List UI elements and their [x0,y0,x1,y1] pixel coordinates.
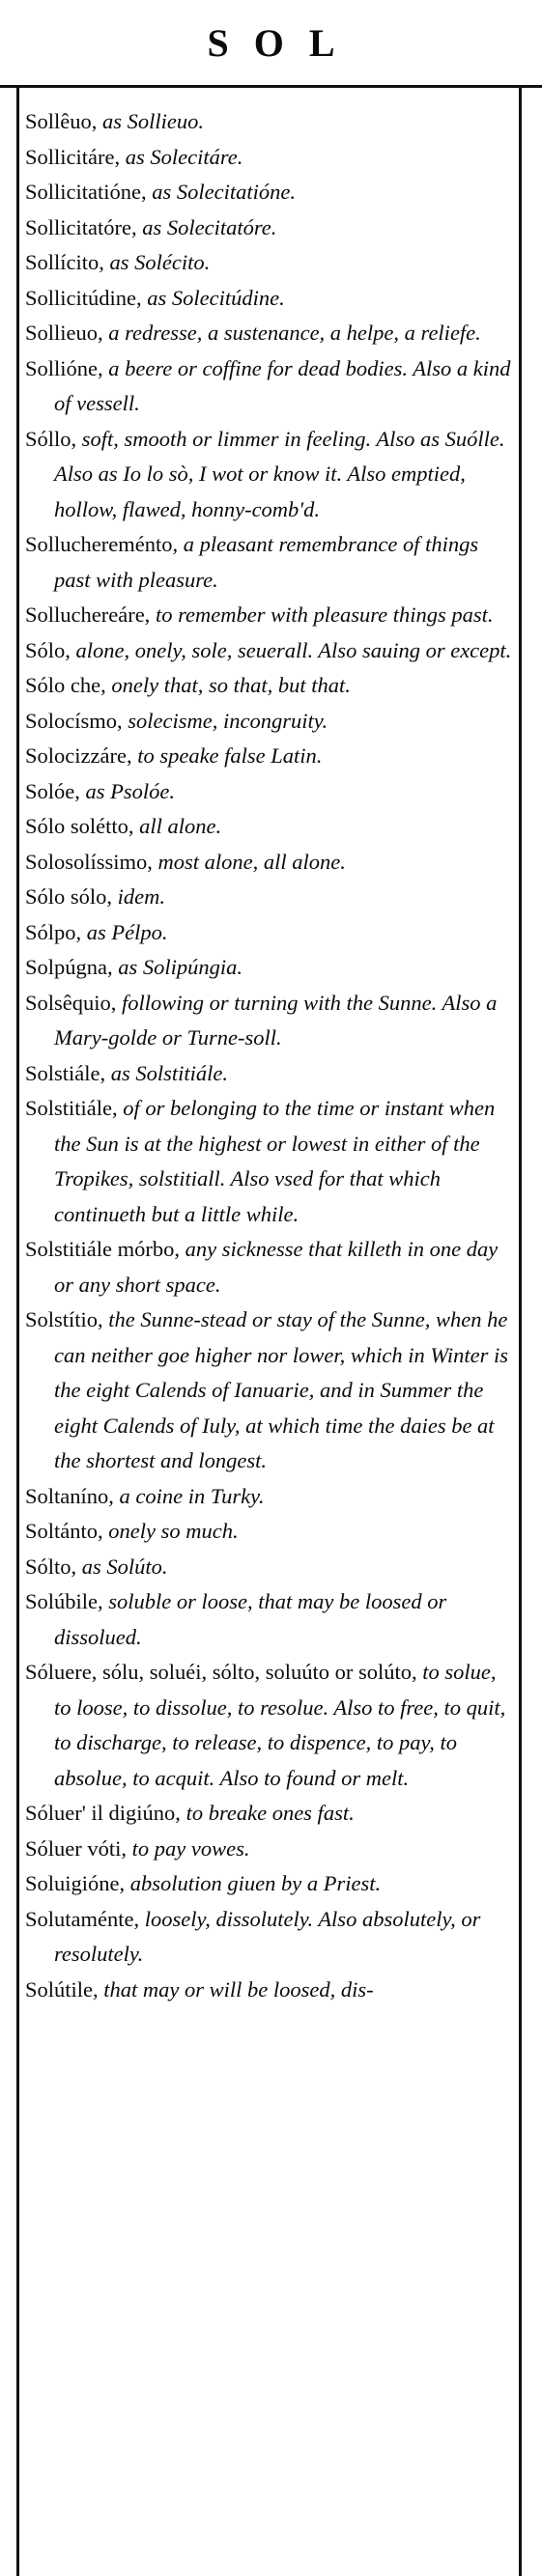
entry-headword: Sollicitatóre, [25,214,137,239]
entry-headword: Sollicitúdine, [25,285,142,310]
entry-definition: alone, onely, sole, seuerall. Also sauing or except. [70,637,512,662]
entry-definition: idem. [112,884,166,909]
dictionary-entry [25,1655,514,1796]
entry-definition: as Solécito. [103,250,211,274]
entry-definition: that may or will be loosed, dis- [98,1976,374,2002]
dictionary-entry [25,704,514,740]
entry-definition: a pleasant remembrance of things past with pleasure. [54,532,479,592]
page-header: SOL [207,21,360,65]
entry-definition: as Solecitáre. [120,144,243,169]
dictionary-entry [25,175,514,210]
entry-definition: soft, smooth or limmer in feeling. Also as Suólle. Also as Io lo sò, I wot or know it. Also emptied, hollow, flawed, honny-comb'd. [54,426,505,521]
left-column-rule [16,85,19,2576]
dictionary-entry [25,1091,514,1232]
entry-definition: a beere or coffine for dead bodies. Also a kind of vessell. [54,355,511,415]
dictionary-entry [25,1832,514,1867]
entry-definition: as Solipúngia. [112,955,243,979]
entry-headword: Sólo sólo, [25,884,113,909]
dictionary-entry [25,1866,514,1902]
entry-definition: a redresse, a sustenance, a helpe, a reliefe. [102,321,481,345]
entry-headword: Solstiále, [25,1060,106,1085]
entry-definition: solecisme, incongruity. [122,708,328,733]
entry-headword: Sóluer vóti, [25,1835,127,1861]
right-column-rule [519,85,522,2576]
dictionary-entry [25,1479,514,1515]
dictionary-entry [25,809,514,845]
entry-definition: following or turning with the Sunne. Also a Mary-golde or Turne-soll. [54,990,498,1050]
entry-headword: Sollêuo, [25,109,98,133]
dictionary-entry [25,1973,514,2008]
dictionary-entry [25,1550,514,1585]
entry-headword: Solocísmo, [25,708,123,733]
dictionary-entry [25,245,514,281]
entry-definition: a coine in Turky. [113,1483,265,1508]
entry-headword: Solsêquio, [25,990,117,1015]
entry-headword: Soluigióne, [25,1871,126,1895]
entry-headword: Solocizzáre, [25,743,132,768]
entry-headword: Solutaménte, [25,1906,140,1931]
entry-definition: as Solstitiále. [105,1060,229,1085]
dictionary-entry [25,915,514,951]
dictionary-entry [25,950,514,986]
dictionary-entry [25,210,514,246]
entry-headword: Soltaníno, [25,1483,114,1508]
dictionary-entry [25,1302,514,1479]
entry-headword: Sólo, [25,637,71,662]
dictionary-entry [25,986,514,1056]
entry-definition: to solue, to loose, to dissolue, to resolue. Also to free, to quit, to discharge, to release, to dispence, to pay, to absolue, to acquit. Also to found or melt. [54,1660,506,1790]
entry-headword: Sólo solétto, [25,814,134,838]
entry-definition: as Solecitatióne. [146,180,296,204]
header-rule [0,85,542,88]
dictionary-entry [25,1056,514,1092]
entry-headword: Solluchereménto, [25,532,179,556]
dictionary-entry [25,351,514,422]
entry-definition: as Solecitatóre. [136,214,277,239]
entry-definition: to breake ones fast. [180,1801,355,1825]
entry-definition: as Pélpo. [81,919,168,944]
entry-headword: Sólpo, [25,919,82,944]
entry-definition: to remember with pleasure things past. [150,602,494,627]
dictionary-entry [25,422,514,528]
dictionary-entry [25,104,514,140]
entry-headword: Solóe, [25,778,80,803]
entry-headword: Sóluere, sólu, soluéi, sólto, soluúto or solúto, [25,1660,417,1684]
entry-headword: Sólto, [25,1554,77,1579]
entry-headword: Sollicitáre, [25,144,121,169]
dictionary-entry [25,633,514,669]
dictionary-entry [25,774,514,810]
entry-headword: Sollióne, [25,355,103,380]
entry-headword: Solstitiále mórbo, [25,1237,180,1261]
entry-definition: to pay vowes. [127,1835,250,1861]
entry-definition: as Psolóe. [79,778,176,803]
entry-headword: Solúbile, [25,1589,103,1613]
entry-definition: absolution giuen by a Priest. [125,1871,382,1895]
entry-headword: Sollícito, [25,250,104,274]
dictionary-entry [25,1796,514,1832]
dictionary-entry [25,1584,514,1655]
dictionary-entry [25,140,514,176]
dictionary-entry [25,316,514,351]
entry-headword: Soltánto, [25,1519,103,1543]
dictionary-entry [25,598,514,633]
entry-definition: of or belonging to the time or instant when the Sun is at the highest or lowest in either of the Tropikes, solstitiall. Also vsed for that which continueth but a little while. [54,1096,496,1226]
dictionary-entry [25,880,514,915]
entry-definition: all alone. [133,814,222,838]
dictionary-entry [25,739,514,774]
entry-definition: any sicknesse that killeth in one day or any short space. [54,1237,499,1297]
dictionary-entry [25,1902,514,1973]
entry-headword: Sollieuo, [25,321,103,345]
entry-headword: Solpúgna, [25,955,113,979]
entry-definition: loosely, dissolutely. Also absolutely, or resolutely. [54,1906,481,1966]
entry-definition: most alone, all alone. [152,849,346,874]
entry-headword: Solstítio, [25,1307,103,1331]
entry-headword: Sólo che, [25,673,106,697]
entry-definition: onely that, so that, but that. [105,673,351,697]
entry-definition: soluble or loose, that may be loosed or dissolued. [54,1589,447,1649]
entry-definition: to speake false Latin. [131,743,323,768]
dictionary-entry [25,527,514,598]
entry-column [25,104,514,2007]
entry-definition: as Solúto. [76,1554,168,1579]
entry-definition: the Sunne-stead or stay of the Sunne, when he can neither goe higher nor lower, which in Winter is the eight Calends of Ianuarie, and in Summer the eight Calends of Iuly, at which time the daies be at the shortest and longest. [54,1307,508,1472]
entry-headword: Solluchereáre, [25,602,151,627]
dictionary-entry [25,1514,514,1550]
entry-headword: Sóllo, [25,426,77,451]
entry-headword: Solosolíssimo, [25,849,153,874]
dictionary-entry [25,845,514,881]
entry-headword: Solstitiále, [25,1096,118,1120]
entry-definition: onely so much. [102,1519,239,1543]
entry-definition: as Solecitúdine. [141,285,285,310]
entry-definition: as Sollieuo. [97,109,205,133]
entry-headword: Sóluer' il digiúno, [25,1801,181,1825]
dictionary-entry [25,281,514,317]
dictionary-entry [25,668,514,704]
dictionary-entry [25,1232,514,1302]
entry-headword: Sollicitatióne, [25,180,147,204]
entry-headword: Solútile, [25,1976,99,2002]
